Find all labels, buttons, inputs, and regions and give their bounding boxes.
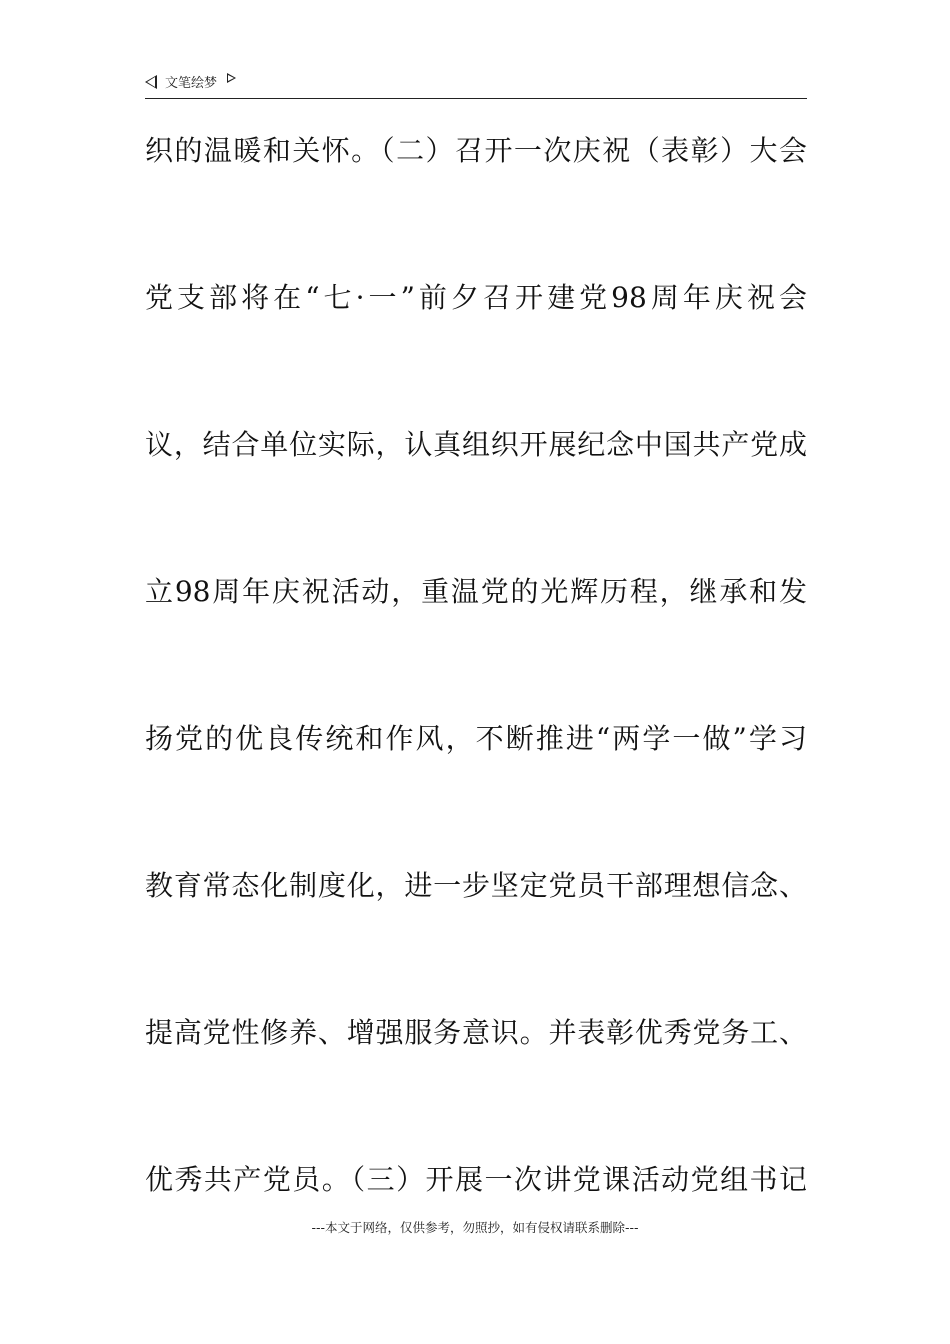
body-line: 提高党性修养、增强服务意识。并表彰优秀党务工、 [145,1016,807,1049]
body-line: 优秀共产党员。（三）开展一次讲党课活动党组书记 [145,1163,807,1196]
triangle-right-icon [227,73,236,83]
footer-notice: ---本文于网络，仅供参考，勿照抄，如有侵权请联系删除--- [311,1220,639,1235]
header-title: 文笔绘梦 [165,76,218,91]
header-brand [145,72,236,91]
body-line: 织的温暖和关怀。（二）召开一次庆祝（表彰）大会 [145,134,807,167]
page-header [145,72,807,99]
body-line: 立98周年庆祝活动，重温党的光辉历程，继承和发 [145,575,807,608]
body-line: 议，结合单位实际，认真组织开展纪念中国共产党成 [145,428,807,461]
body-line: 党支部将在“七·一”前夕召开建党98周年庆祝会 [145,281,807,314]
triangle-left-icon [145,75,157,89]
body-line: 教育常态化制度化，进一步坚定党员干部理想信念、 [145,869,807,902]
document-body [145,127,807,1303]
body-line: 扬党的优良传统和作风，不断推进“两学一做”学习 [145,722,807,755]
